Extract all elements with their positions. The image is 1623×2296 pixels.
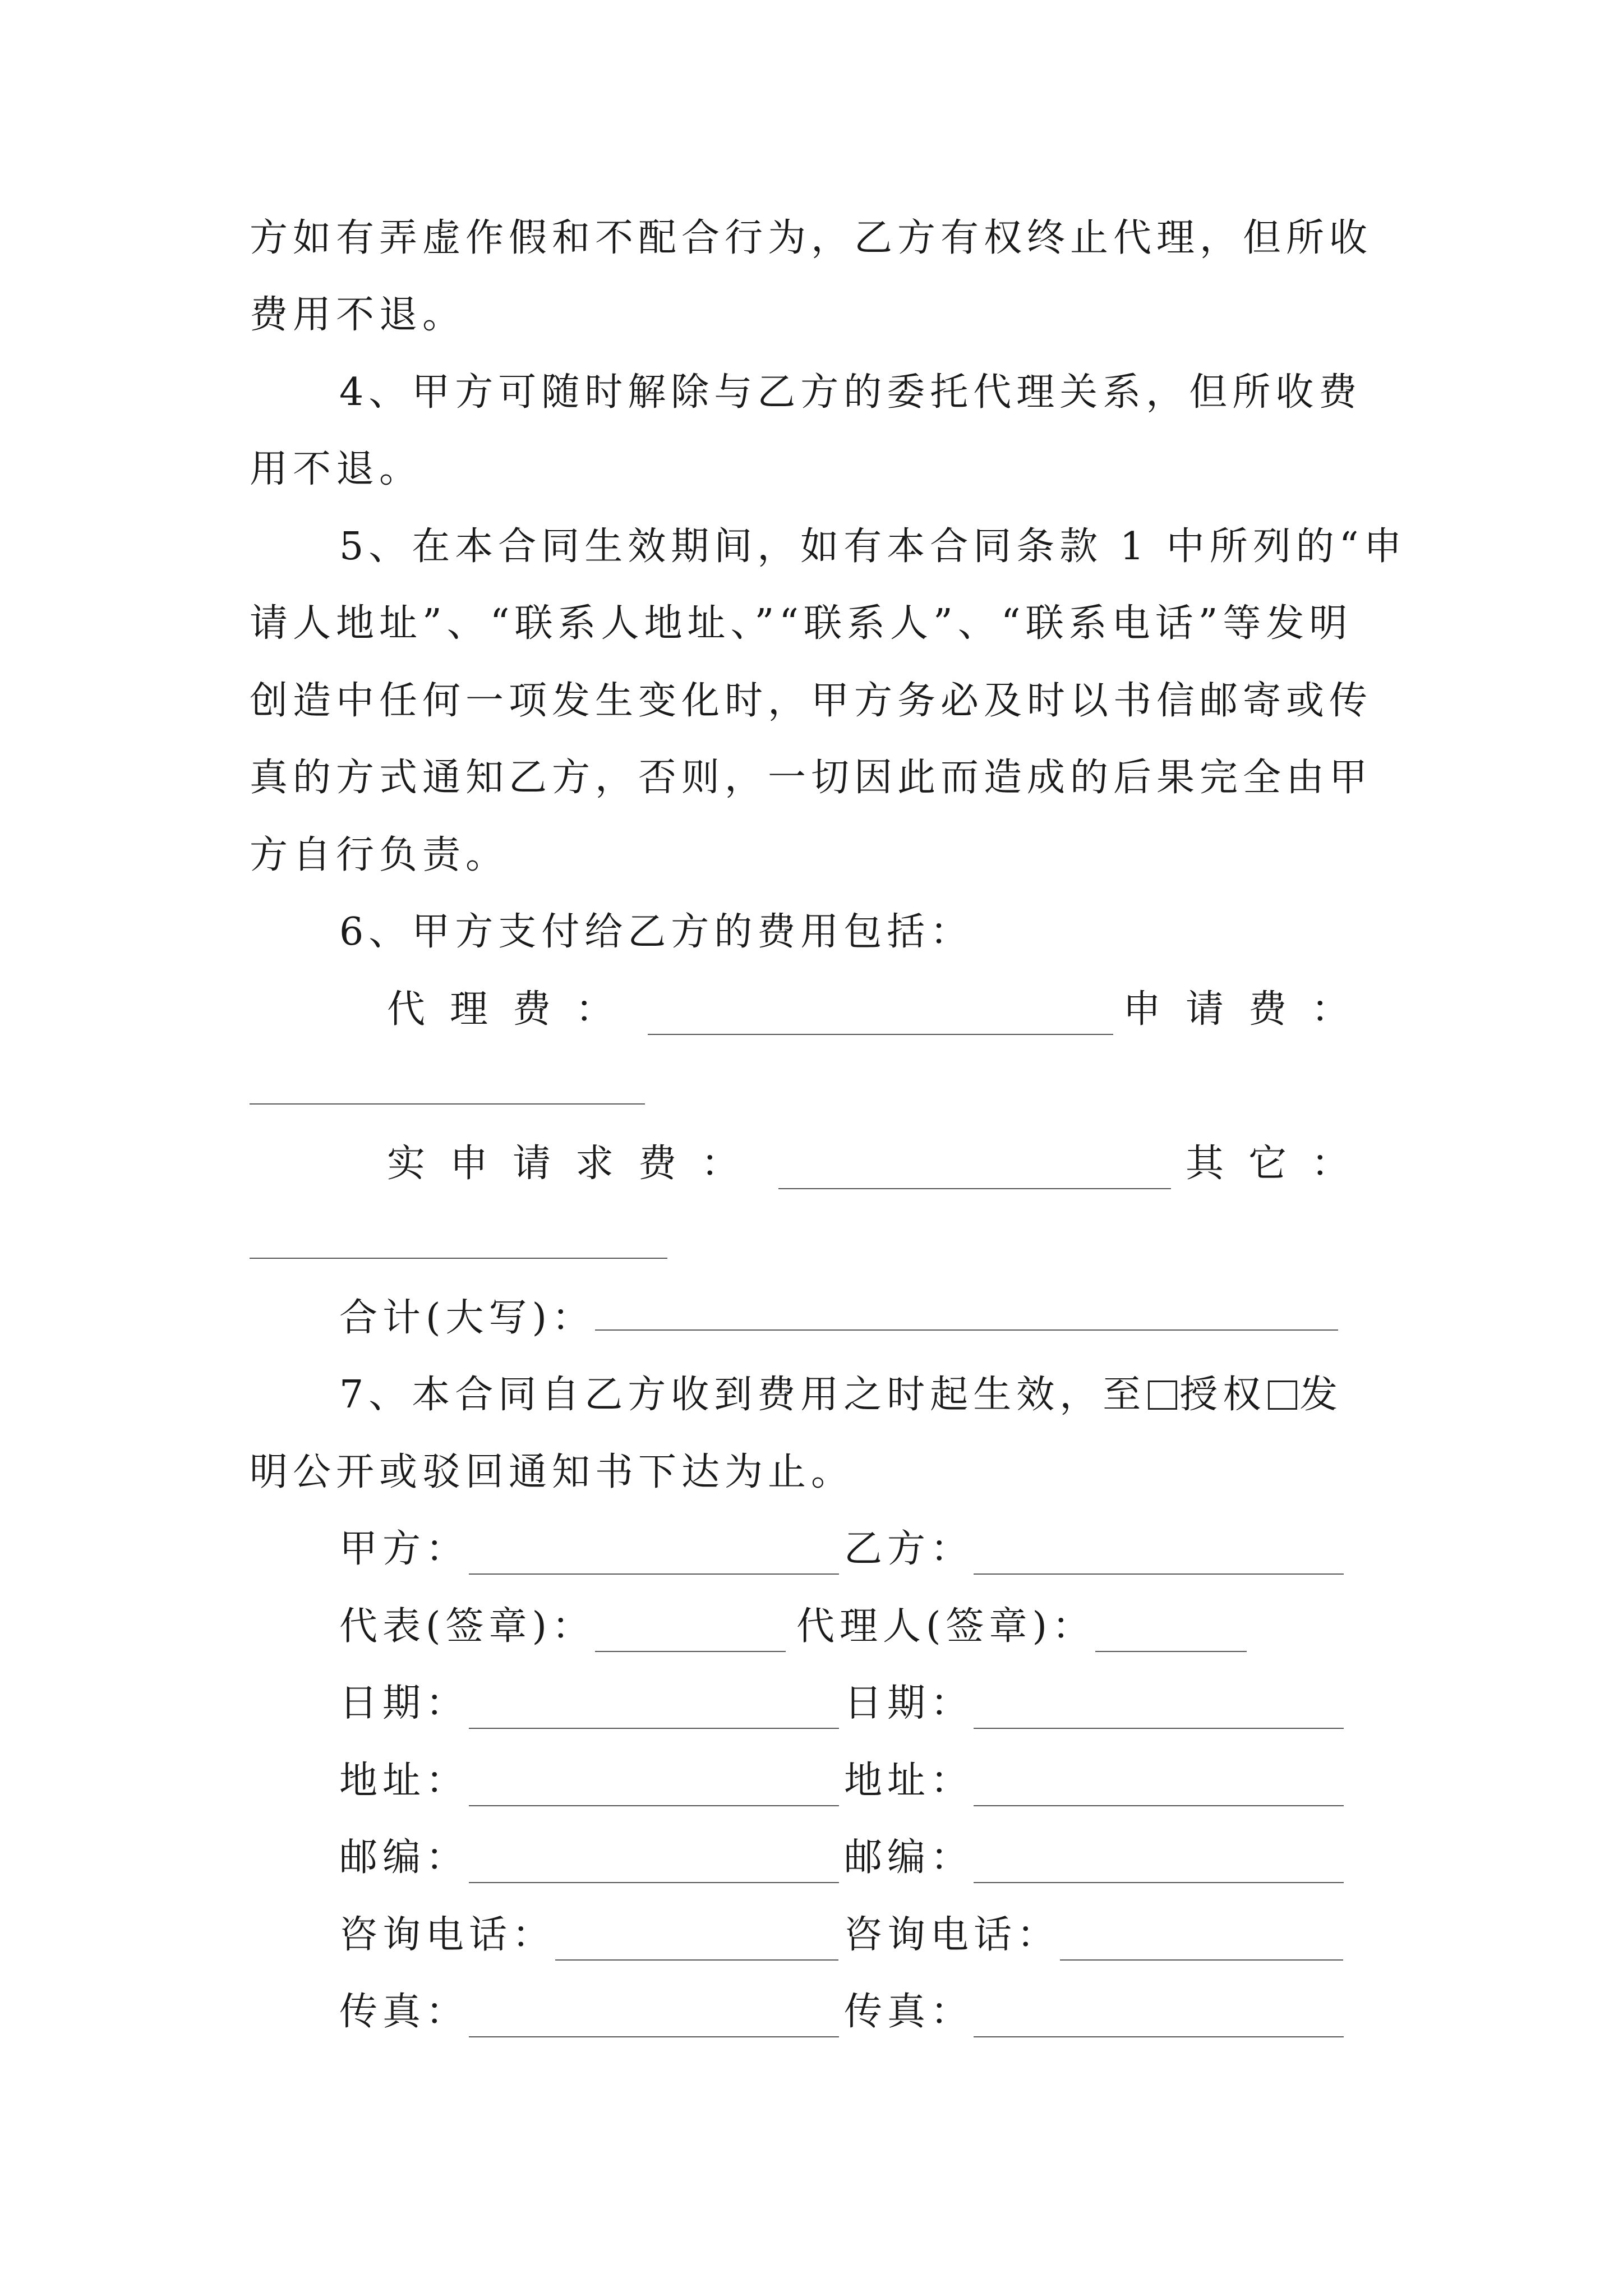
checkbox-authorization[interactable] [1148, 1381, 1177, 1410]
clause-5-line: 真的方式通知乙方，否则，一切因此而造成的后果完全由甲 [250, 756, 1373, 800]
zip-a-label: 邮编： [339, 1835, 469, 1880]
fee-row-agency [387, 984, 1374, 1035]
clause-6-line: 6、甲方支付给乙方的费用包括： [339, 910, 974, 954]
clause-5-line: 请人地址”、“联系人地址、”“联系人”、“联系电话”等发明 [250, 601, 1353, 646]
fee-row-exam [387, 1139, 1374, 1189]
phone-b-blank[interactable] [1060, 1922, 1343, 1961]
phone-b-label: 咨询电话： [844, 1913, 1061, 1957]
address-a-label: 地址： [339, 1759, 469, 1803]
application-fee-label: 申请费： [1122, 987, 1374, 1032]
agent-blank[interactable] [1095, 1614, 1247, 1652]
clause-4-line: 4、甲方可随时解除与乙方的委托代理关系，但所收费 [339, 370, 1362, 415]
paragraph-line: 费用不退。 [250, 293, 466, 337]
address-b-blank[interactable] [974, 1768, 1344, 1806]
date-b-blank[interactable] [974, 1691, 1344, 1729]
representative-blank[interactable] [595, 1614, 786, 1652]
date-a-blank[interactable] [469, 1691, 839, 1729]
zip-b-blank[interactable] [974, 1845, 1344, 1883]
clause-5-line: 创造中任何一项发生变化时，甲方务必及时以书信邮寄或传 [250, 679, 1373, 723]
party-b-label: 乙方： [844, 1527, 974, 1571]
clause-7-text: 7、本合同自乙方收到费用之时起生效，至 [339, 1373, 1146, 1417]
clause-7-line [339, 1370, 1394, 1420]
address-a-blank[interactable] [469, 1768, 839, 1806]
exam-fee-label: 实申请求费： [387, 1142, 764, 1186]
total-label: 合计(大写)： [339, 1296, 596, 1340]
date-a-label: 日期： [339, 1681, 469, 1726]
fax-b-label: 传真： [844, 1990, 974, 2034]
total-row [339, 1293, 1349, 1343]
party-a-label: 甲方： [339, 1527, 469, 1571]
agent-label: 代理人(签章)： [796, 1604, 1096, 1649]
option-authorization-label: 授权 [1179, 1373, 1266, 1417]
party-a-blank[interactable] [469, 1536, 839, 1575]
application-fee-blank[interactable] [250, 1102, 645, 1105]
clause-4-line: 用不退。 [250, 447, 423, 491]
clause-5-line: 5、在本合同生效期间，如有本合同条款 1 中所列的“申 [339, 524, 1407, 569]
representative-label: 代表(签章)： [339, 1604, 596, 1649]
other-fee-blank[interactable] [250, 1257, 667, 1259]
other-fee-label: 其它： [1185, 1142, 1374, 1186]
date-b-label: 日期： [844, 1681, 974, 1726]
exam-fee-blank[interactable] [778, 1153, 1171, 1189]
zip-a-blank[interactable] [469, 1845, 839, 1883]
clause-5-line: 方自行负责。 [250, 833, 509, 877]
paragraph-line: 方如有弄虚作假和不配合行为，乙方有权终止代理，但所收 [250, 216, 1373, 260]
agency-fee-label: 代理费： [387, 987, 639, 1032]
fax-a-blank[interactable] [469, 1999, 839, 2037]
party-b-blank[interactable] [974, 1536, 1344, 1575]
phone-a-label: 咨询电话： [339, 1913, 556, 1957]
fax-a-label: 传真： [339, 1990, 469, 2034]
fax-b-blank[interactable] [974, 1999, 1344, 2037]
clause-7-line: 明公开或驳回通知书下达为止。 [250, 1450, 855, 1494]
total-blank[interactable] [595, 1295, 1338, 1331]
checkbox-publication[interactable] [1268, 1381, 1297, 1410]
option-publication-label: 发 [1299, 1373, 1343, 1417]
address-b-label: 地址： [844, 1759, 974, 1803]
phone-a-blank[interactable] [555, 1922, 838, 1961]
agency-fee-blank[interactable] [648, 999, 1113, 1035]
zip-b-label: 邮编： [844, 1835, 974, 1880]
